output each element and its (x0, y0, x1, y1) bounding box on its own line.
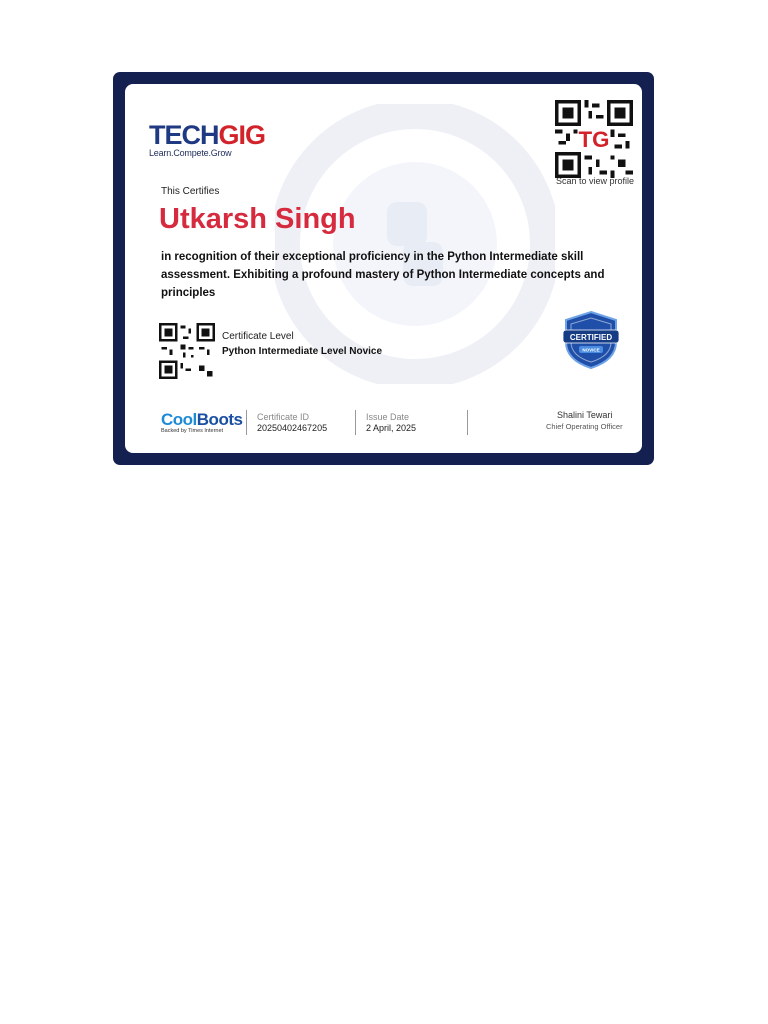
certificate-card (125, 84, 642, 453)
certificate-id-value: 20250402467205 (257, 423, 328, 433)
certificate-frame (113, 72, 654, 465)
recipient-name: Utkarsh Singh (159, 203, 356, 235)
coolboots-logo: CoolBoots Backed by Times Internet (161, 410, 243, 434)
certificate-description: in recognition of their exceptional proficiency in the Python Intermediate skill assessment. Exhibiting a profound mastery of Python Intermediate concepts and principles (161, 251, 605, 299)
footer-divider (355, 410, 356, 435)
footer-divider (467, 410, 468, 435)
profile-qr-code[interactable] (555, 100, 633, 178)
svg-text:CERTIFIED: CERTIFIED (569, 333, 613, 342)
scan-caption: Scan to view profile (555, 176, 635, 186)
techgig-logo: TECHGIG Learn.Compete.Grow (149, 120, 266, 158)
python-watermark-icon (275, 104, 555, 384)
certified-novice-badge-icon (561, 310, 621, 370)
svg-text:TG: TG (578, 126, 610, 152)
signatory-title: Chief Operating Officer (546, 422, 623, 431)
certificate-qr-code[interactable] (159, 323, 215, 379)
issue-date-label: Issue Date (366, 412, 410, 422)
certificate-level-value: Python Intermediate Level Novice (222, 346, 383, 357)
issue-date-value: 2 April, 2025 (366, 423, 417, 433)
techgig-tagline: Learn.Compete.Grow (149, 148, 232, 158)
coolboots-tagline: Backed by Times Internet (161, 428, 224, 434)
certificate-id-label: Certificate ID (257, 412, 310, 422)
certifies-label: This Certifies (161, 186, 220, 197)
svg-text:NOVICE: NOVICE (582, 347, 600, 353)
signatory-name: Shalini Tewari (557, 410, 613, 420)
certificate-level-label: Certificate Level (222, 331, 294, 342)
footer-divider (246, 410, 247, 435)
